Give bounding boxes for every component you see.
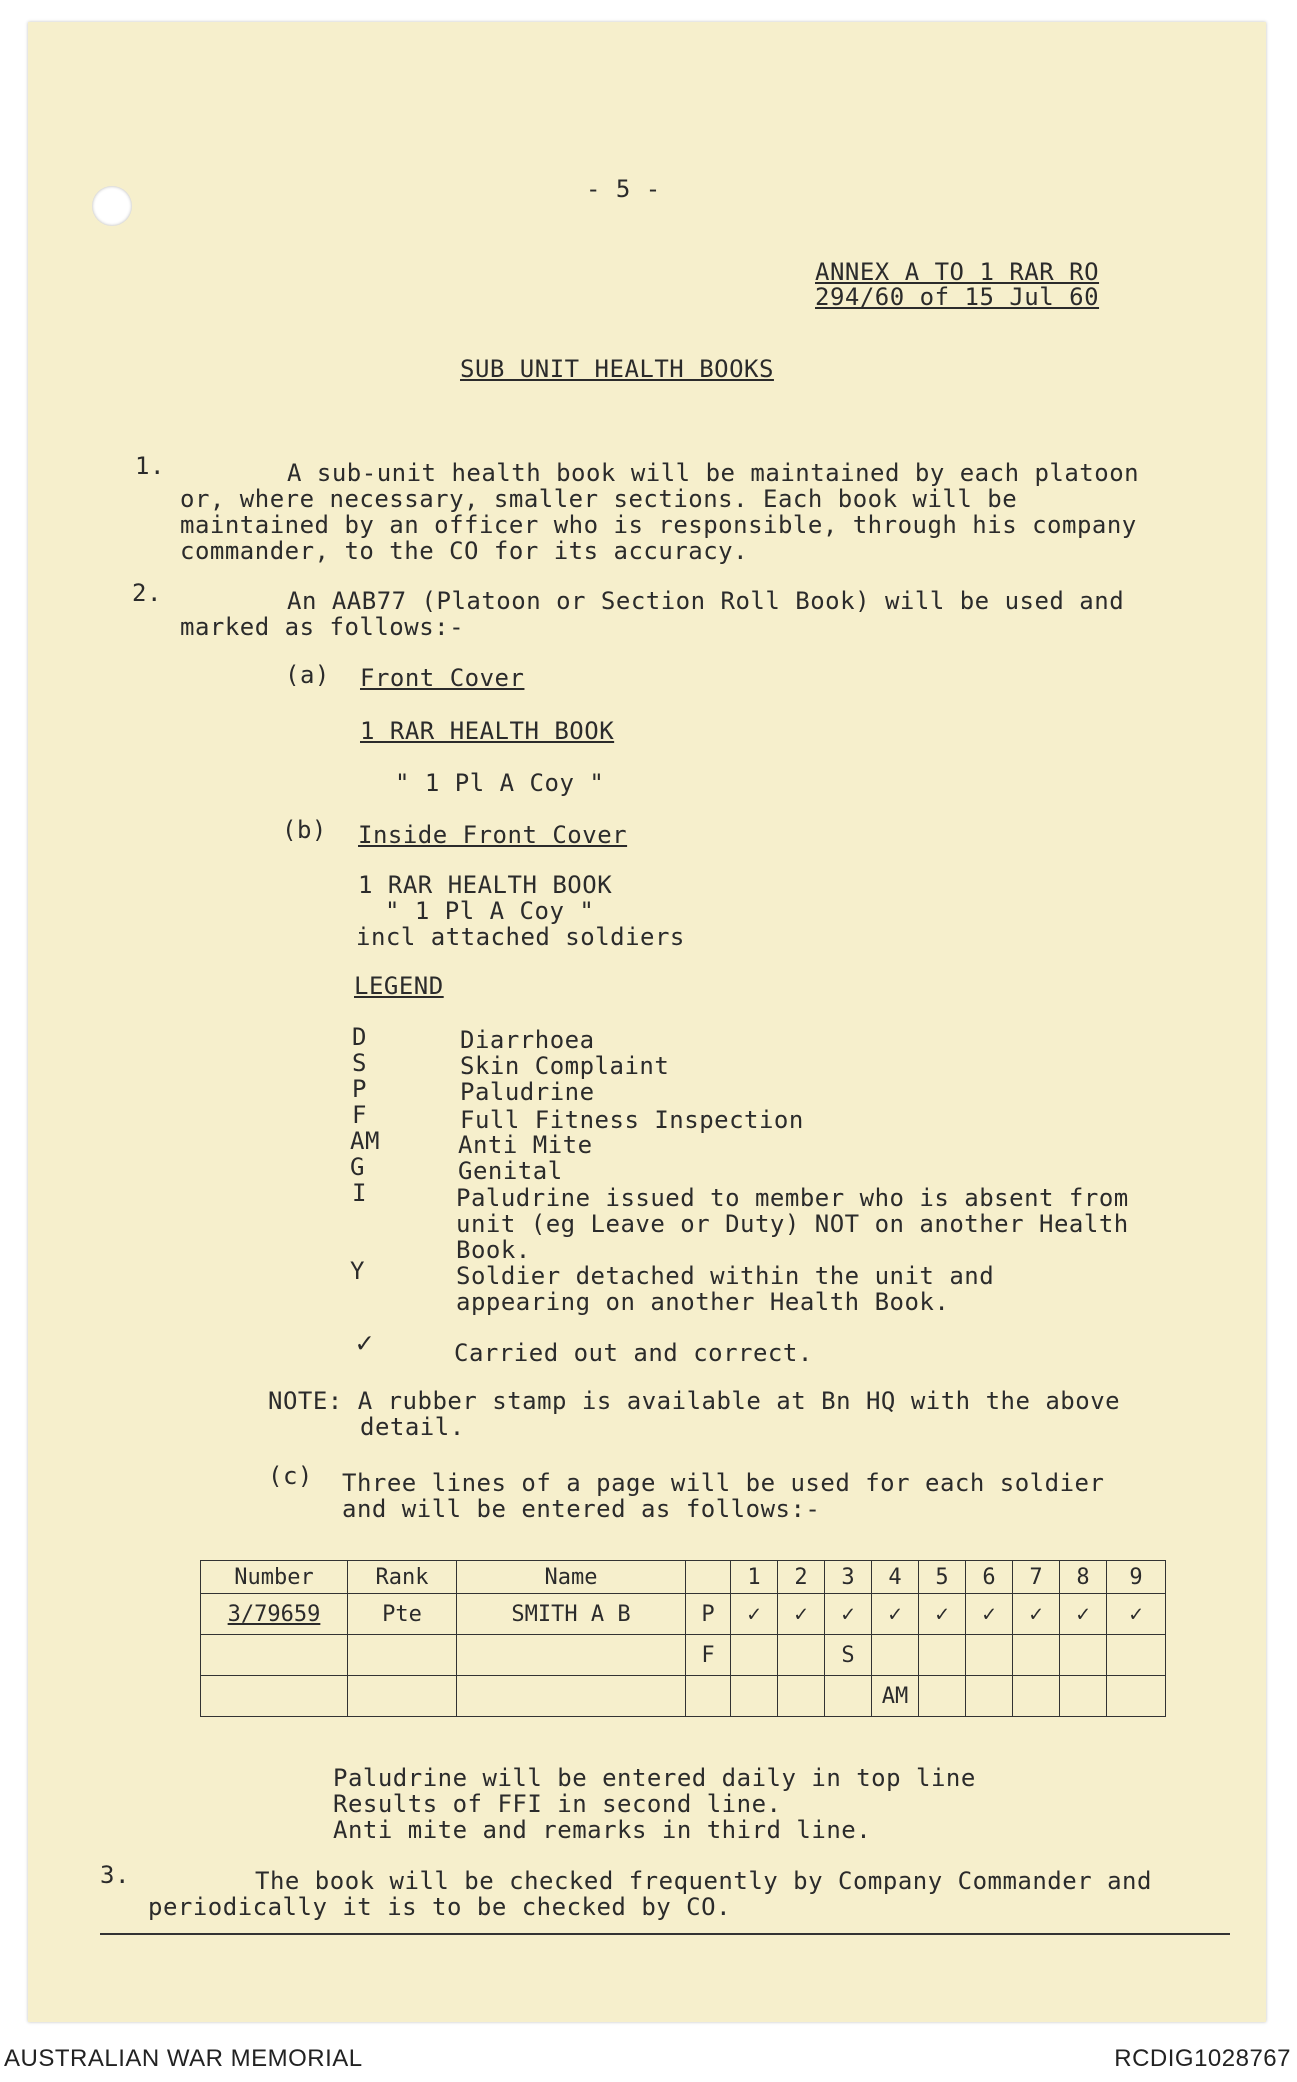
bottom-rule — [100, 1933, 1230, 1935]
cell-day — [731, 1635, 778, 1676]
table-row — [201, 1635, 1166, 1676]
header-rank: Rank — [348, 1561, 457, 1594]
para1-number: 1. — [135, 452, 165, 480]
cell-name: SMITH A B — [457, 1594, 686, 1635]
cell-day — [1013, 1676, 1060, 1717]
legend-code-am: AM — [350, 1127, 380, 1155]
cell-day — [966, 1676, 1013, 1717]
cell-number — [201, 1635, 348, 1676]
cell-day: ✓ — [825, 1594, 872, 1635]
cell-code — [686, 1676, 731, 1717]
cell-day — [825, 1676, 872, 1717]
sub-a-line-1: 1 RAR HEALTH BOOK — [360, 717, 615, 745]
annex-line-1: ANNEX A TO 1 RAR RO — [815, 258, 1100, 286]
header-day-8: 8 — [1060, 1561, 1107, 1594]
sub-a-line-2: " 1 Pl A Coy " — [395, 769, 605, 797]
cell-number: 3/79659 — [201, 1594, 348, 1635]
cell-day — [919, 1635, 966, 1676]
para2-line-1: An AAB77 (Platoon or Section Roll Book) will be used and — [287, 587, 1125, 615]
header-day-2: 2 — [778, 1561, 825, 1594]
sub-b-label: (b) — [282, 816, 327, 844]
cell-day — [966, 1635, 1013, 1676]
para1-line-2: or, where necessary, smaller sections. Each book will be — [180, 485, 1018, 513]
sub-b-line-2: " 1 Pl A Coy " — [385, 897, 595, 925]
cell-day — [1107, 1676, 1166, 1717]
table-note-3: Anti mite and remarks in third line. — [333, 1816, 872, 1844]
cell-day: AM — [872, 1676, 919, 1717]
health-book-table — [200, 1560, 1166, 1717]
cell-name — [457, 1635, 686, 1676]
legend-desc-s: Skin Complaint — [460, 1052, 670, 1080]
header-day-6: 6 — [966, 1561, 1013, 1594]
cell-day: ✓ — [1060, 1594, 1107, 1635]
footer-id: RCDIG1028767 — [1114, 2045, 1291, 2072]
header-day-1: 1 — [731, 1561, 778, 1594]
header-number: Number — [201, 1561, 348, 1594]
sub-a-label: (a) — [285, 661, 330, 689]
cell-name — [457, 1676, 686, 1717]
header-code — [686, 1561, 731, 1594]
para1-line-3: maintained by an officer who is responsible, through his company — [180, 511, 1137, 539]
header-day-3: 3 — [825, 1561, 872, 1594]
cell-day — [778, 1635, 825, 1676]
legend-code-s: S — [352, 1049, 367, 1077]
legend-desc-i-2: unit (eg Leave or Duty) NOT on another Health — [456, 1210, 1129, 1238]
para3-line-1: The book will be checked frequently by Company Commander and — [255, 1867, 1152, 1895]
legend-code-d: D — [352, 1023, 367, 1051]
cell-day: ✓ — [1013, 1594, 1060, 1635]
cell-day — [919, 1676, 966, 1717]
para2-number: 2. — [132, 579, 162, 607]
header-name: Name — [457, 1561, 686, 1594]
sub-c-label: (c) — [268, 1462, 313, 1490]
cell-day — [1060, 1635, 1107, 1676]
legend-code-f: F — [352, 1101, 367, 1129]
cell-day — [1107, 1635, 1166, 1676]
legend-desc-am: Anti Mite — [458, 1131, 593, 1159]
legend-code-y: Y — [350, 1257, 365, 1285]
annex-line-2: 294/60 of 15 Jul 60 — [815, 283, 1100, 311]
table-row — [201, 1594, 1166, 1635]
sub-b-heading: Inside Front Cover — [358, 821, 628, 849]
para1-line-1: A sub-unit health book will be maintained by each platoon — [287, 459, 1140, 487]
cell-rank — [348, 1635, 457, 1676]
header-day-4: 4 — [872, 1561, 919, 1594]
cell-code: P — [686, 1594, 731, 1635]
cell-day: ✓ — [919, 1594, 966, 1635]
document-title: SUB UNIT HEALTH BOOKS — [460, 355, 774, 383]
legend-desc-y-2: appearing on another Health Book. — [456, 1288, 950, 1316]
cell-day — [872, 1635, 919, 1676]
table-row — [201, 1676, 1166, 1717]
header-day-9: 9 — [1107, 1561, 1166, 1594]
cell-day: ✓ — [966, 1594, 1013, 1635]
cell-day — [731, 1676, 778, 1717]
legend-desc-p: Paludrine — [460, 1078, 595, 1106]
table-note-1: Paludrine will be entered daily in top line — [333, 1764, 976, 1792]
footer-source: AUSTRALIAN WAR MEMORIAL — [4, 2045, 363, 2072]
note-line-1: NOTE: A rubber stamp is available at Bn HQ with the above — [268, 1387, 1121, 1415]
para3-number: 3. — [100, 1861, 130, 1889]
cell-day: ✓ — [731, 1594, 778, 1635]
cell-day: ✓ — [778, 1594, 825, 1635]
legend-desc-y-1: Soldier detached within the unit and — [456, 1262, 995, 1290]
sub-b-line-3: incl attached soldiers — [356, 923, 685, 951]
legend-desc-i-3: Book. — [456, 1236, 531, 1264]
sub-b-line-1: 1 RAR HEALTH BOOK — [358, 871, 613, 899]
para3-line-2: periodically it is to be checked by CO. — [148, 1893, 732, 1921]
legend-code-p: P — [352, 1075, 367, 1103]
cell-day: S — [825, 1635, 872, 1676]
header-day-7: 7 — [1013, 1561, 1060, 1594]
punch-hole — [92, 186, 132, 226]
cell-code: F — [686, 1635, 731, 1676]
legend-desc-d: Diarrhoea — [460, 1026, 595, 1054]
legend-code-g: G — [350, 1153, 365, 1181]
legend-desc-g: Genital — [458, 1157, 563, 1185]
sub-c-line-1: Three lines of a page will be used for each soldier — [342, 1469, 1105, 1497]
table-note-2: Results of FFI in second line. — [333, 1790, 782, 1818]
sub-c-line-2: and will be entered as follows:- — [342, 1495, 821, 1523]
page-number: - 5 - — [586, 175, 661, 203]
para2-line-2: marked as follows:- — [180, 613, 465, 641]
document-page — [28, 22, 1266, 2022]
para1-line-4: commander, to the CO for its accuracy. — [180, 537, 749, 565]
table-header-row — [201, 1561, 1166, 1594]
cell-day — [1013, 1635, 1060, 1676]
cell-number — [201, 1676, 348, 1717]
cell-rank — [348, 1676, 457, 1717]
cell-day: ✓ — [872, 1594, 919, 1635]
legend-code-tick: ✓ — [356, 1326, 374, 1359]
legend-desc-tick: Carried out and correct. — [454, 1339, 813, 1367]
cell-day: ✓ — [1107, 1594, 1166, 1635]
legend-heading: LEGEND — [354, 972, 444, 1000]
cell-day — [1060, 1676, 1107, 1717]
legend-desc-f: Full Fitness Inspection — [460, 1106, 804, 1134]
header-day-5: 5 — [919, 1561, 966, 1594]
cell-rank: Pte — [348, 1594, 457, 1635]
sub-a-heading: Front Cover — [360, 664, 525, 692]
cell-day — [778, 1676, 825, 1717]
legend-desc-i-1: Paludrine issued to member who is absent from — [456, 1184, 1129, 1212]
legend-code-i: I — [352, 1179, 367, 1207]
note-line-2: detail. — [360, 1413, 465, 1441]
